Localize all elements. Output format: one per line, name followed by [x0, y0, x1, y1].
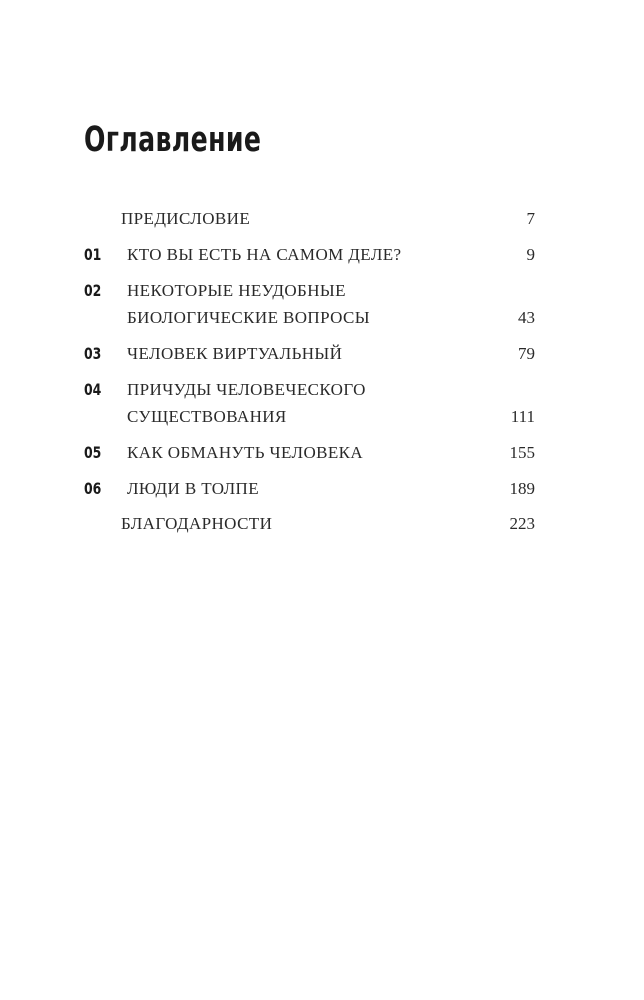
chapter-number: 03 — [84, 344, 102, 363]
toc-entry-title: БЛАГОДАРНОСТИ — [121, 514, 273, 533]
chapter-number: 02 — [84, 281, 102, 300]
toc-entry-title-line-2: БИОЛОГИЧЕСКИЕ ВОПРОСЫ — [127, 308, 371, 327]
chapter-number: 06 — [84, 479, 102, 498]
toc-entry-title-line-1: НЕКОТОРЫЕ НЕУДОБНЫЕ — [127, 281, 346, 300]
toc-entry-title: КАК ОБМАНУТЬ ЧЕЛОВЕКА — [127, 443, 364, 462]
toc-page-number: 111 — [510, 407, 535, 426]
toc-page-number: 79 — [518, 344, 535, 363]
toc-entry-title: КТО ВЫ ЕСТЬ НА САМОМ ДЕЛЕ? — [127, 245, 402, 264]
toc-entry-title-line-1: ПРИЧУДЫ ЧЕЛОВЕЧЕСКОГО — [127, 380, 366, 399]
toc-page-number: 189 — [509, 479, 535, 498]
chapter-number: 04 — [84, 380, 102, 399]
page-title: Оглавление — [84, 120, 262, 160]
chapter-number: 05 — [84, 443, 102, 462]
toc-page-number: 43 — [518, 308, 535, 327]
toc-page-number: 155 — [509, 443, 535, 462]
toc-page-number: 7 — [526, 209, 535, 228]
toc-entry-title-line-2: СУЩЕСТВОВАНИЯ — [127, 407, 287, 426]
toc-page-number: 9 — [526, 245, 535, 264]
toc-entry-title: ЧЕЛОВЕК ВИРТУАЛЬНЫЙ — [127, 344, 343, 363]
toc-entry-title: ПРЕДИСЛОВИЕ — [121, 209, 251, 228]
toc-page-number: 223 — [509, 514, 535, 533]
chapter-number: 01 — [84, 245, 102, 264]
toc-entry-title: ЛЮДИ В ТОЛПЕ — [127, 479, 260, 498]
